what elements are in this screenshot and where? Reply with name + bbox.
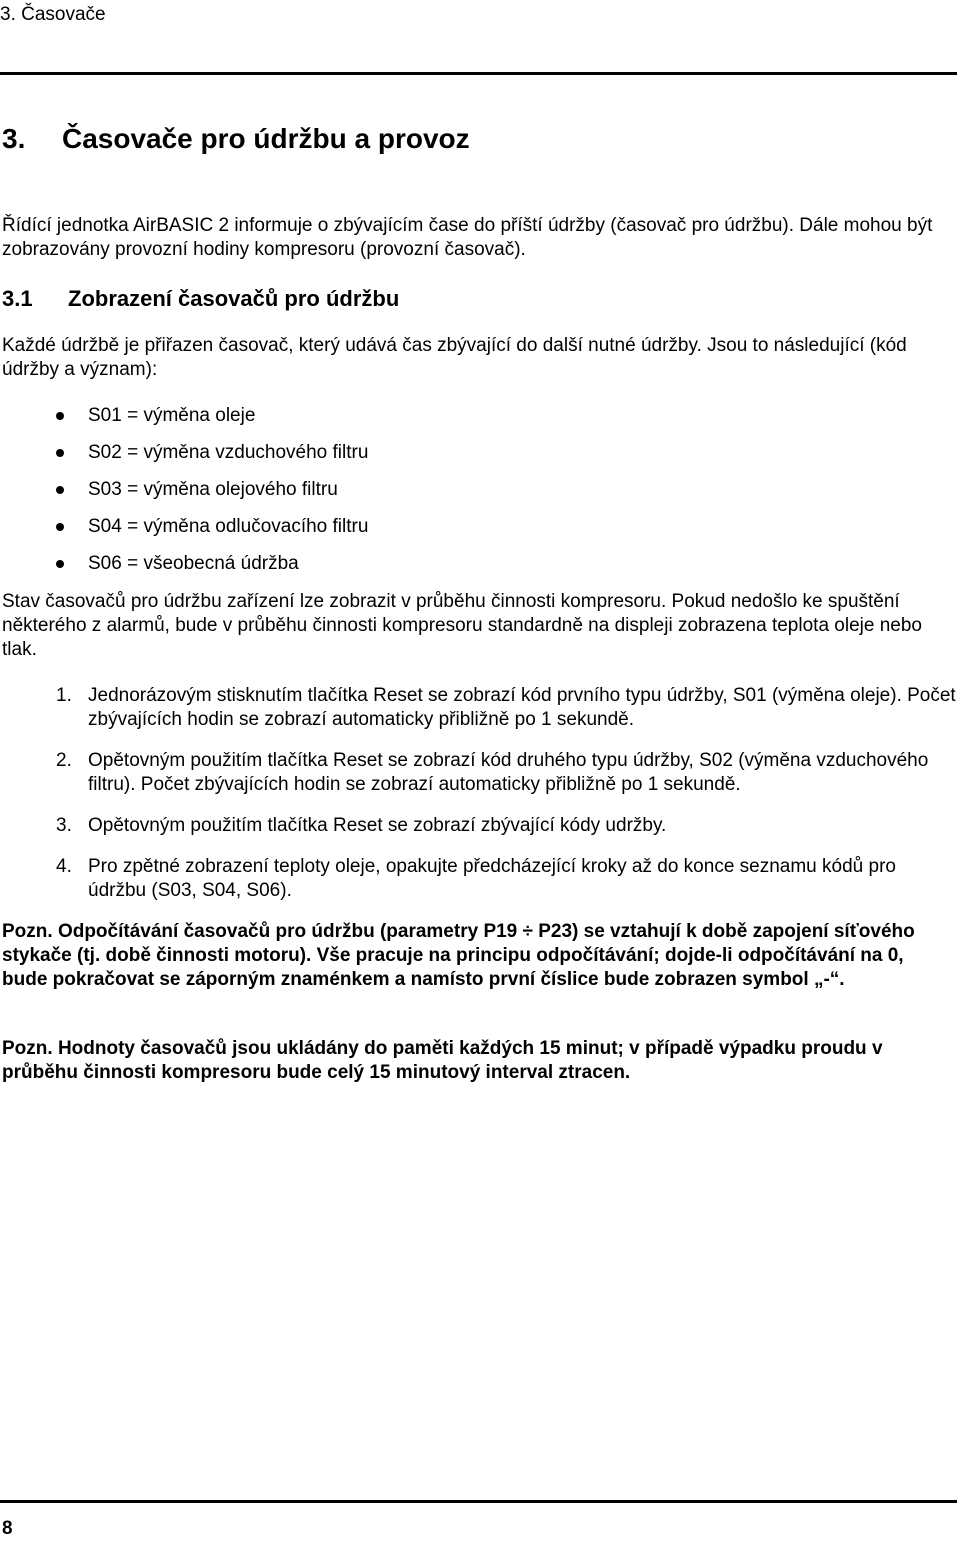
step-number: 4. — [56, 856, 72, 877]
note-memory: Pozn. Hodnoty časovačů jsou ukládány do paměti každých 15 minut; v případě výpadku proudu v průběhu činnosti kompresoru bude celý 15 minutový interval ztracen. — [2, 1038, 883, 1083]
code-text: S03 = výměna olejového filtru — [88, 479, 338, 500]
status-paragraph: Stav časovačů pro údržbu zařízení lze zobrazit v průběhu činnosti kompresoru. Pokud nedošlo ke spuštění některého z alarmů, bude v průběhu činnosti kompresoru standardně na displeji zobrazena teplota oleje nebo tlak. — [2, 591, 922, 660]
chapter-title — [2, 121, 470, 157]
section-intro-paragraph: Každé údržbě je přiřazen časovač, který udává čas zbývající do další nutné údržby. Jsou to následující (kód údržby a význam): — [2, 335, 907, 380]
code-text: S06 = všeobecná údržba — [88, 553, 299, 574]
section-title-text: Zobrazení časovačů pro údržbu — [68, 286, 400, 311]
header-rule — [0, 72, 957, 75]
bullet-icon — [56, 486, 64, 494]
intro-paragraph: Řídící jednotka AirBASIC 2 informuje o zbývajícím čase do příští údržby (časovač pro údržbu). Dále mohou být zobrazovány provozní hodiny kompresoru (provozní časovač). — [2, 215, 933, 260]
list-item — [56, 552, 368, 589]
code-text: S01 = výměna oleje — [88, 405, 256, 426]
code-text: S02 = výměna vzduchového filtru — [88, 442, 369, 463]
note-countdown: Pozn. Odpočítávání časovačů pro údržbu (parametry P19 ÷ P23) se vztahují k době zapojení síťového stykače (tj. době činnosti motoru). Vše pracuje na principu odpočítávání; dojde-li odpočítávání na 0, bude pokračovat se záporným znaménkem a namísto první číslice bude zobrazen symbol „-“. — [2, 921, 915, 990]
page-number: 8 — [2, 1518, 13, 1539]
running-header: 3. Časovače — [0, 4, 106, 25]
footer-rule — [0, 1500, 957, 1503]
list-item — [56, 404, 368, 441]
bullet-icon — [56, 412, 64, 420]
chapter-number: 3. — [2, 123, 26, 154]
list-item — [56, 855, 956, 903]
step-text: Opětovným použitím tlačítka Reset se zobrazí zbývající kódy udržby. — [88, 815, 667, 836]
list-item — [56, 441, 368, 478]
step-number: 2. — [56, 750, 72, 771]
list-item — [56, 814, 956, 838]
bullet-icon — [56, 523, 64, 531]
step-text: Jednorázovým stisknutím tlačítka Reset se zobrazí kód prvního typu údržby, S01 (výměna oleje). Počet zbývajících hodin se zobrazí automaticky přibližně po 1 sekundě. — [88, 685, 956, 730]
step-text: Opětovným použitím tlačítka Reset se zobrazí kód druhého typu údržby, S02 (výměna vzduchového filtru). Počet zbývajících hodin se zobrazí automaticky přibližně po 1 sekundě. — [88, 750, 929, 795]
list-item — [56, 515, 368, 552]
bullet-icon — [56, 449, 64, 457]
list-item — [56, 684, 956, 732]
list-item — [56, 749, 956, 797]
list-item — [56, 478, 368, 515]
steps-list — [56, 684, 956, 920]
step-number: 3. — [56, 815, 72, 836]
code-text: S04 = výměna odlučovacího filtru — [88, 516, 369, 537]
section-number: 3.1 — [2, 286, 33, 311]
step-number: 1. — [56, 685, 72, 706]
maintenance-code-list — [56, 404, 368, 589]
section-title — [2, 284, 399, 314]
chapter-title-text: Časovače pro údržbu a provoz — [62, 123, 470, 154]
step-text: Pro zpětné zobrazení teploty oleje, opakujte předcházející kroky až do konce seznamu kódů pro údržbu (S03, S04, S06). — [88, 856, 896, 901]
bullet-icon — [56, 560, 64, 568]
